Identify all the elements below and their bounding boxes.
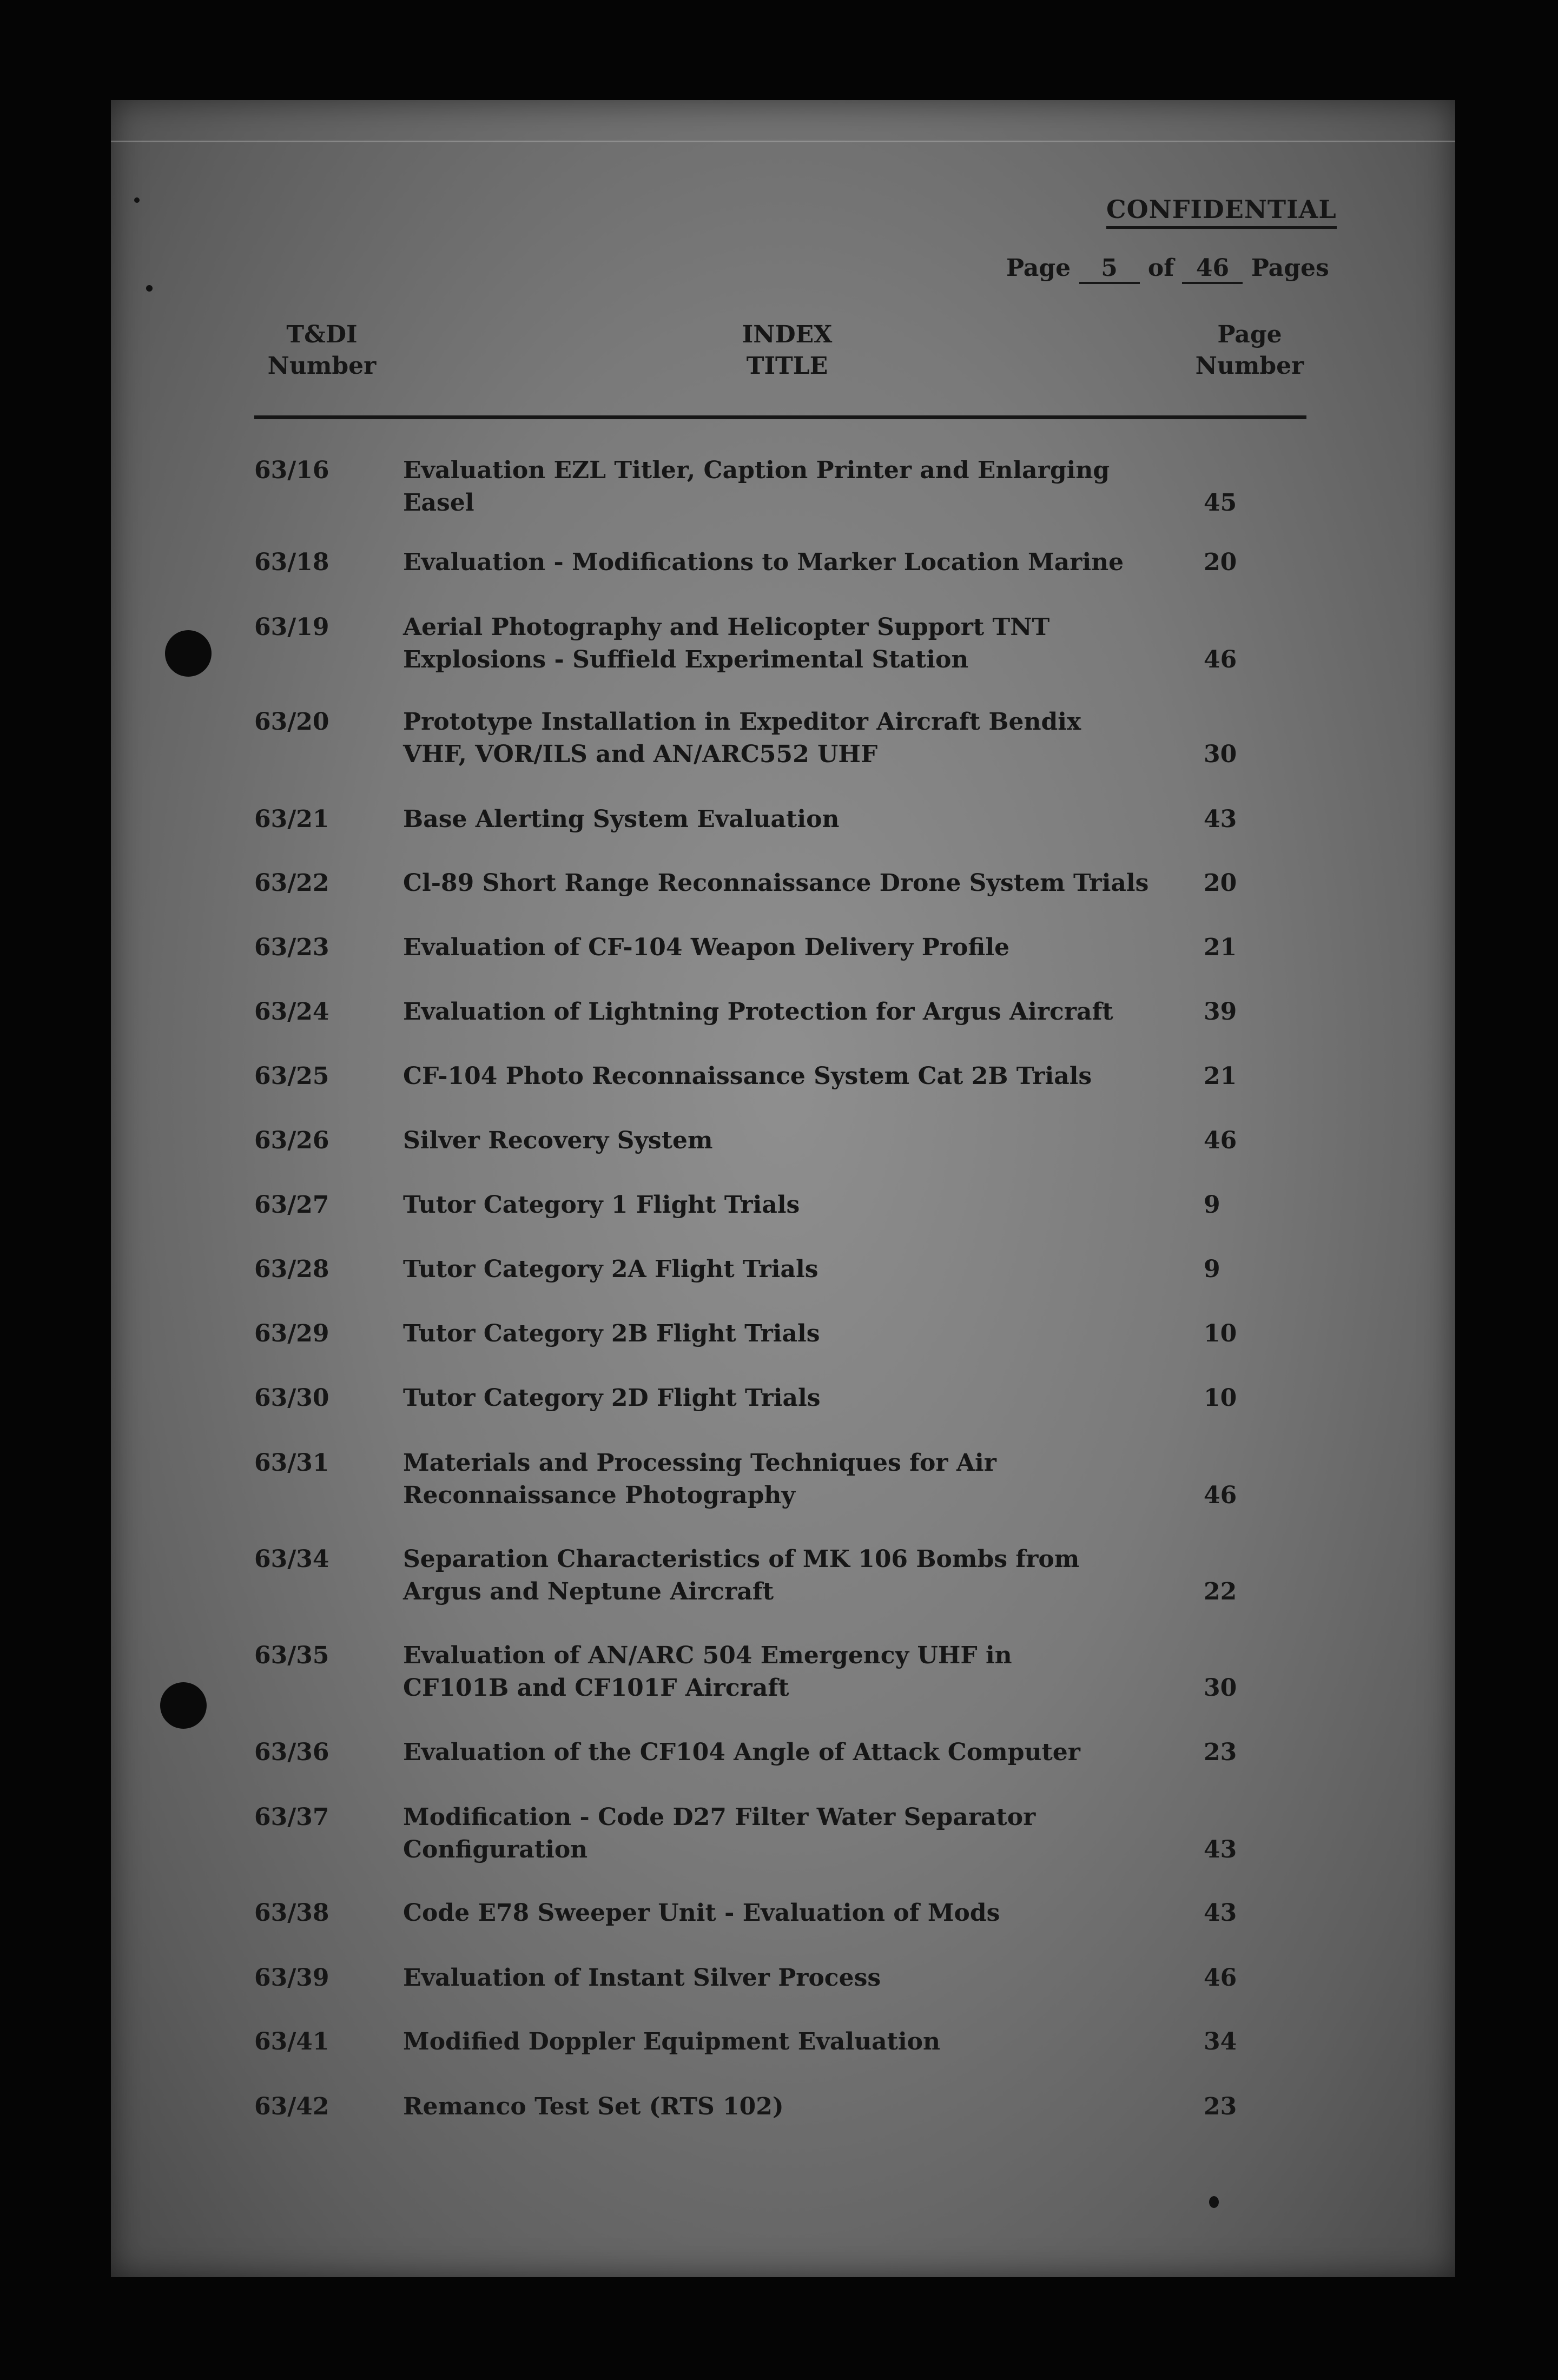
td-number: 63/39 [254, 1964, 329, 1992]
entry-title-line: Evaluation of Instant Silver Process [403, 1964, 881, 1992]
entry-title [403, 1060, 1285, 1093]
entry-title [403, 454, 1285, 519]
entry-title-line: Modified Doppler Equipment Evaluation [403, 2028, 941, 2055]
page-number: 10 [1204, 1320, 1237, 1347]
column-header-number [254, 319, 390, 382]
td-number: 63/34 [254, 1545, 329, 1573]
td-number: 63/18 [254, 548, 329, 576]
entry-title-line: Argus and Neptune Aircraft [403, 1578, 774, 1605]
entry-title [403, 2091, 1285, 2123]
td-number: 63/28 [254, 1255, 329, 1283]
entry-title-line: Base Alerting System Evaluation [403, 805, 840, 833]
page-label: Page [1006, 254, 1071, 282]
entry-title-line: Reconnaissance Photography [403, 1482, 795, 1509]
entry-title [403, 1897, 1285, 1929]
page-number: 45 [1204, 489, 1237, 517]
page-number: 43 [1204, 1836, 1237, 1863]
page-number: 9 [1204, 1255, 1220, 1283]
entry-title [403, 867, 1285, 900]
paper-fold-line [111, 141, 1455, 142]
td-number: 63/27 [254, 1191, 329, 1219]
entry-title-line: Tutor Category 2A Flight Trials [403, 1255, 818, 1283]
entry-title [403, 1318, 1285, 1350]
ink-speck [134, 197, 140, 203]
td-number: 63/37 [254, 1803, 329, 1831]
entry-title-line: Remanco Test Set (RTS 102) [403, 2093, 784, 2120]
page-number: 30 [1204, 1674, 1237, 1702]
entry-title-line: Evaluation EZL Titler, Caption Printer and Enlarging [403, 457, 1110, 484]
punch-hole-lower [160, 1682, 207, 1729]
entry-title [403, 996, 1285, 1028]
entry-title-line: Modification - Code D27 Filter Water Separator [403, 1803, 1036, 1831]
column-header-title [706, 319, 868, 382]
column-header-number-line1: T&DI [286, 321, 358, 348]
entry-title [403, 1382, 1285, 1414]
entry-title [403, 803, 1285, 836]
page-number: 20 [1204, 548, 1237, 576]
entry-title [403, 1962, 1285, 1994]
page-number: 10 [1204, 1384, 1237, 1412]
column-header-page-line1: Page [1217, 321, 1282, 348]
header-rule [254, 415, 1306, 419]
entry-title-line: Cl-89 Short Range Reconnaissance Drone System Trials [403, 869, 1149, 897]
entry-title [403, 1253, 1285, 1286]
of-label: of [1147, 254, 1174, 282]
page-number: 9 [1204, 1191, 1220, 1219]
column-header-title-line1: INDEX [742, 321, 833, 348]
page-number: 43 [1204, 805, 1237, 833]
page-number: 34 [1204, 2028, 1237, 2055]
column-header-page [1187, 319, 1312, 382]
page-number: 21 [1204, 934, 1237, 961]
entry-title-line: Tutor Category 1 Flight Trials [403, 1191, 800, 1219]
td-number: 63/30 [254, 1384, 329, 1412]
page-number: 22 [1204, 1578, 1237, 1605]
entry-title-line: Silver Recovery System [403, 1127, 713, 1154]
total-pages-number: 46 [1182, 254, 1243, 284]
page-number: 23 [1204, 1738, 1237, 1766]
entry-title-line: Materials and Processing Techniques for Air [403, 1449, 996, 1477]
td-number: 63/36 [254, 1738, 329, 1766]
page-number: 46 [1204, 1127, 1237, 1154]
punch-hole-upper [165, 630, 212, 677]
entry-title-line: Evaluation of AN/ARC 504 Emergency UHF in [403, 1642, 1012, 1669]
entry-title-line: Evaluation - Modifications to Marker Location Marine [403, 548, 1124, 576]
td-number: 63/42 [254, 2093, 329, 2120]
td-number: 63/31 [254, 1449, 329, 1477]
entry-title-line: Easel [403, 489, 474, 517]
entry-title [403, 1125, 1285, 1157]
entry-title [403, 931, 1285, 964]
ink-speck [1209, 2196, 1219, 2208]
td-number: 63/29 [254, 1320, 329, 1347]
td-number: 63/24 [254, 998, 329, 1026]
td-number: 63/19 [254, 613, 329, 641]
td-number: 63/21 [254, 805, 329, 833]
entry-title-line: Separation Characteristics of MK 106 Bombs from [403, 1545, 1080, 1573]
td-number: 63/41 [254, 2028, 329, 2055]
entry-title-line: Evaluation of Lightning Protection for Argus Aircraft [403, 998, 1113, 1026]
td-number: 63/22 [254, 869, 329, 897]
column-header-page-line2: Number [1195, 352, 1304, 380]
td-number: 63/25 [254, 1062, 329, 1090]
entry-title [403, 2026, 1285, 2058]
page-number: 43 [1204, 1899, 1237, 1927]
page-number: 46 [1204, 1964, 1237, 1992]
document-page [111, 100, 1455, 2277]
entry-title [403, 546, 1285, 579]
entry-title-line: Configuration [403, 1836, 588, 1863]
current-page-number: 5 [1079, 254, 1140, 284]
entry-title-line: VHF, VOR/ILS and AN/ARC552 UHF [403, 741, 878, 768]
td-number: 63/23 [254, 934, 329, 961]
entry-title [403, 1639, 1285, 1704]
entry-title [403, 1543, 1285, 1608]
page-number: 20 [1204, 869, 1237, 897]
classification-marking: CONFIDENTIAL [1106, 195, 1337, 229]
entry-title [403, 706, 1285, 771]
page-count-line [1006, 254, 1329, 284]
entry-title-line: CF-104 Photo Reconnaissance System Cat 2B Trials [403, 1062, 1092, 1090]
page-number: 46 [1204, 646, 1237, 673]
entry-title-line: Explosions - Suffield Experimental Station [403, 646, 969, 673]
entry-title-line: Aerial Photography and Helicopter Support TNT [403, 613, 1050, 641]
page-number: 39 [1204, 998, 1237, 1026]
td-number: 63/35 [254, 1642, 329, 1669]
td-number: 63/26 [254, 1127, 329, 1154]
entry-title [403, 1736, 1285, 1769]
entry-title-line: CF101B and CF101F Aircraft [403, 1674, 789, 1702]
ink-speck [146, 285, 153, 292]
entry-title [403, 1447, 1285, 1512]
entry-title-line: Evaluation of CF-104 Weapon Delivery Profile [403, 934, 1010, 961]
entry-title-line: Tutor Category 2D Flight Trials [403, 1384, 821, 1412]
page-number: 21 [1204, 1062, 1237, 1090]
entry-title-line: Evaluation of the CF104 Angle of Attack Computer [403, 1738, 1080, 1766]
column-header-number-line2: Number [267, 352, 377, 380]
page-number: 23 [1204, 2093, 1237, 2120]
pages-label: Pages [1251, 254, 1329, 282]
td-number: 63/38 [254, 1899, 329, 1927]
td-number: 63/16 [254, 457, 329, 484]
page-number: 30 [1204, 741, 1237, 768]
entry-title [403, 1801, 1285, 1866]
entry-title [403, 1189, 1285, 1221]
td-number: 63/20 [254, 708, 329, 736]
entry-title-line: Prototype Installation in Expeditor Aircraft Bendix [403, 708, 1081, 736]
entry-title-line: Tutor Category 2B Flight Trials [403, 1320, 820, 1347]
column-header-title-line2: TITLE [746, 352, 828, 380]
entry-title-line: Code E78 Sweeper Unit - Evaluation of Mods [403, 1899, 1000, 1927]
entry-title [403, 611, 1285, 676]
page-number: 46 [1204, 1482, 1237, 1509]
